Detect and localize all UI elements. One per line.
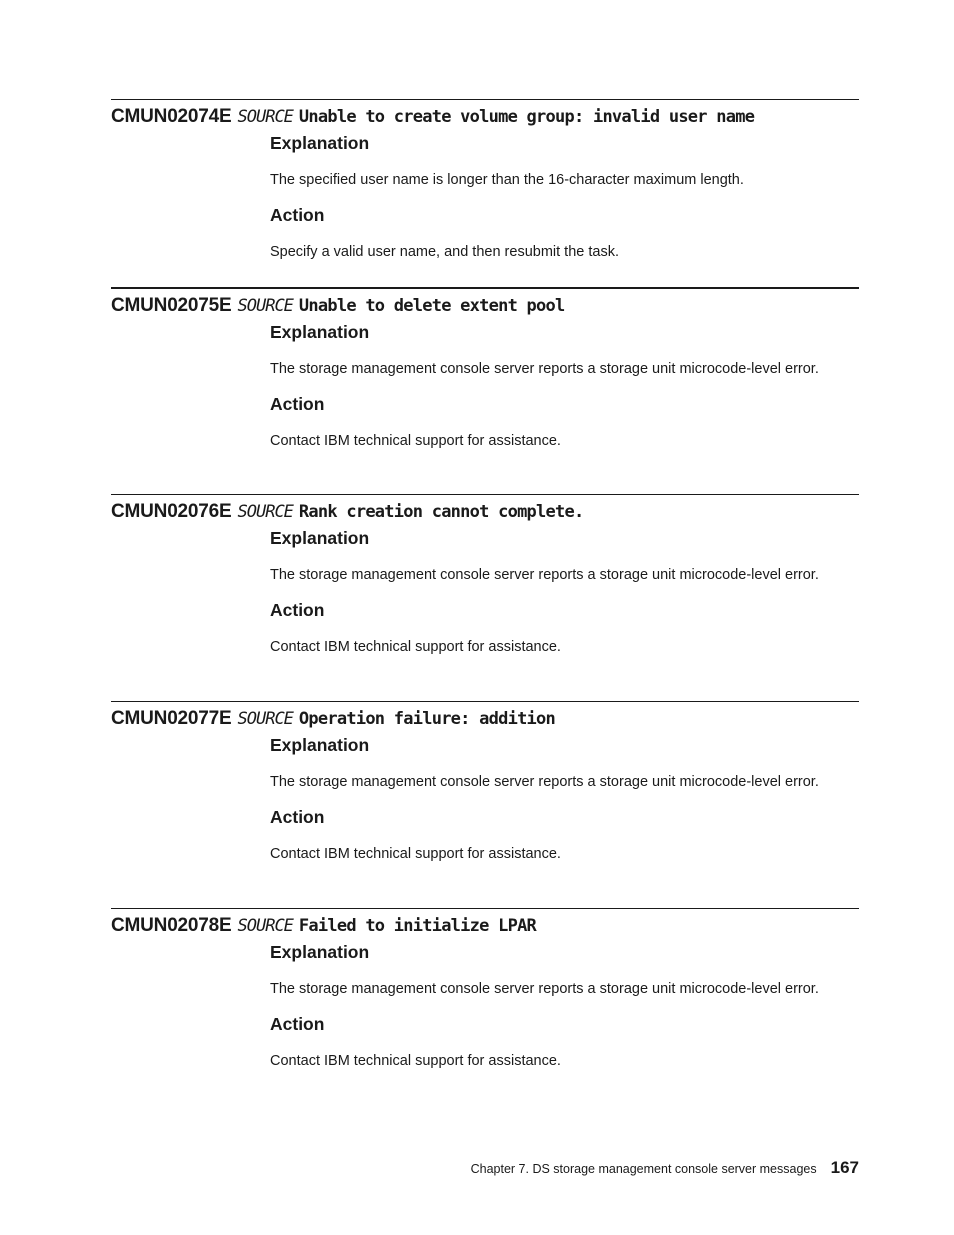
action-text: Specify a valid user name, and then resubmit the task. bbox=[270, 244, 619, 260]
explanation-heading: Explanation bbox=[270, 322, 370, 342]
message-source: SOURCE bbox=[237, 916, 293, 936]
message-heading bbox=[111, 707, 859, 731]
message-entry bbox=[111, 99, 859, 262]
message-text: Unable to create volume group: invalid user name bbox=[298, 107, 755, 127]
message-text: Operation failure: addition bbox=[298, 709, 556, 729]
message-entry bbox=[111, 287, 859, 451]
message-id: CMUN02078E bbox=[111, 915, 232, 936]
action-heading: Action bbox=[270, 205, 325, 225]
explanation-text: The storage management console server reports a storage unit microcode-level error. bbox=[270, 567, 819, 583]
action-text: Contact IBM technical support for assistance. bbox=[270, 846, 561, 862]
message-text: Failed to initialize LPAR bbox=[298, 916, 537, 936]
message-entry bbox=[111, 494, 859, 657]
explanation-heading: Explanation bbox=[270, 528, 370, 548]
message-heading bbox=[111, 105, 859, 129]
message-heading bbox=[111, 500, 859, 524]
explanation-heading: Explanation bbox=[270, 133, 370, 153]
explanation-text: The storage management console server reports a storage unit microcode-level error. bbox=[270, 981, 819, 997]
message-heading bbox=[111, 294, 859, 318]
explanation-heading: Explanation bbox=[270, 735, 370, 755]
action-heading: Action bbox=[270, 807, 325, 827]
message-body bbox=[270, 734, 840, 864]
message-id: CMUN02077E bbox=[111, 708, 232, 729]
message-heading bbox=[111, 914, 859, 938]
footer-chapter-title: Chapter 7. DS storage management console server messages bbox=[470, 1162, 817, 1176]
message-source: SOURCE bbox=[237, 709, 293, 729]
message-id: CMUN02075E bbox=[111, 295, 232, 316]
action-heading: Action bbox=[270, 600, 325, 620]
message-source: SOURCE bbox=[237, 502, 293, 522]
message-body bbox=[270, 132, 840, 262]
action-heading: Action bbox=[270, 394, 325, 414]
action-heading: Action bbox=[270, 1014, 325, 1034]
message-id: CMUN02074E bbox=[111, 106, 232, 127]
message-source: SOURCE bbox=[237, 296, 293, 316]
message-body bbox=[270, 527, 840, 657]
action-text: Contact IBM technical support for assistance. bbox=[270, 433, 561, 449]
message-entry bbox=[111, 701, 859, 864]
action-text: Contact IBM technical support for assistance. bbox=[270, 1053, 561, 1069]
message-id: CMUN02076E bbox=[111, 501, 232, 522]
message-source: SOURCE bbox=[237, 107, 293, 127]
page-number: 167 bbox=[830, 1158, 859, 1177]
action-text: Contact IBM technical support for assistance. bbox=[270, 639, 561, 655]
message-body bbox=[270, 321, 840, 451]
explanation-text: The storage management console server reports a storage unit microcode-level error. bbox=[270, 361, 819, 377]
message-text: Unable to delete extent pool bbox=[298, 296, 565, 316]
explanation-text: The storage management console server reports a storage unit microcode-level error. bbox=[270, 774, 819, 790]
explanation-heading: Explanation bbox=[270, 942, 370, 962]
message-entry bbox=[111, 908, 859, 1071]
page-footer bbox=[0, 1158, 859, 1178]
message-body bbox=[270, 941, 840, 1071]
explanation-text: The specified user name is longer than the 16-character maximum length. bbox=[270, 172, 744, 188]
message-text: Rank creation cannot complete. bbox=[298, 502, 584, 522]
